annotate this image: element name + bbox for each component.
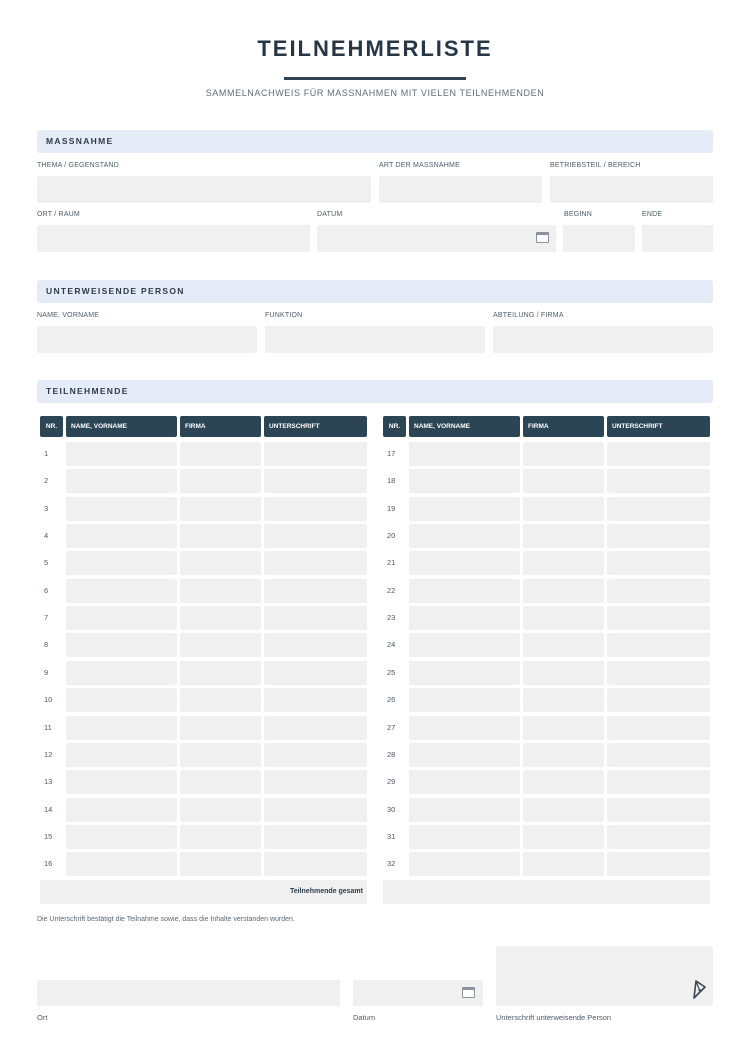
nr-cell: 18 (387, 476, 396, 485)
unterschrift-cell[interactable] (607, 551, 710, 575)
column-header-nr: NR. (383, 416, 406, 437)
total-field[interactable] (383, 880, 710, 904)
name-cell[interactable] (409, 825, 520, 849)
unterschrift-cell[interactable] (607, 469, 710, 493)
label-ort-raum: ORT / RAUM (37, 211, 80, 218)
firma-cell[interactable] (523, 633, 604, 657)
ende-field[interactable] (642, 225, 713, 252)
label-funktion: FUNKTION (265, 312, 303, 319)
name-cell[interactable] (66, 606, 177, 630)
section-title: UNTERWEISENDE PERSON (46, 286, 185, 296)
unterschrift-cell[interactable] (264, 770, 367, 794)
firma-cell[interactable] (180, 688, 261, 712)
section-header-teilnehmende (37, 380, 713, 403)
nr-cell: 10 (44, 695, 53, 704)
label-abteilung: ABTEILUNG / FIRMA (493, 312, 564, 319)
unterschrift-cell[interactable] (607, 633, 710, 657)
name-cell[interactable] (409, 798, 520, 822)
nr-cell: 23 (387, 613, 396, 622)
nr-cell: 2 (44, 476, 49, 485)
firma-cell[interactable] (180, 551, 261, 575)
firma-cell[interactable] (180, 770, 261, 794)
label-art: ART DER MASSNAHME (379, 162, 460, 169)
section-title: MASSNAHME (46, 136, 114, 146)
unterschrift-cell[interactable] (607, 825, 710, 849)
name-cell[interactable] (66, 852, 177, 876)
signature-note: Die Unterschrift bestätigt die Teilnahme sowie, dass die Inhalte verstanden wurden. (37, 916, 295, 923)
name-cell[interactable] (409, 606, 520, 630)
footer-label-unterschrift: Unterschrift unterweisende Person (496, 1013, 612, 1022)
firma-cell[interactable] (523, 551, 604, 575)
unterschrift-cell[interactable] (264, 524, 367, 548)
unterschrift-cell[interactable] (607, 524, 710, 548)
firma-cell[interactable] (523, 661, 604, 685)
nr-cell: 31 (387, 832, 396, 841)
label-beginn: BEGINN (564, 211, 593, 218)
column-header-firma: FIRMA (523, 416, 604, 437)
firma-cell[interactable] (523, 524, 604, 548)
beginn-field[interactable] (563, 225, 635, 252)
unterschrift-cell[interactable] (264, 606, 367, 630)
firma-cell[interactable] (180, 798, 261, 822)
nr-cell: 14 (44, 805, 53, 814)
name-cell[interactable] (66, 825, 177, 849)
ort-raum-field[interactable] (37, 225, 310, 252)
name-cell[interactable] (66, 524, 177, 548)
firma-cell[interactable] (523, 442, 604, 466)
nr-cell: 19 (387, 504, 396, 513)
nr-cell: 29 (387, 777, 396, 786)
unterschrift-cell[interactable] (607, 852, 710, 876)
label-thema: THEMA / GEGENSTAND (37, 162, 120, 169)
nr-cell: 30 (387, 805, 396, 814)
section-title: TEILNEHMENDE (46, 386, 129, 396)
name-cell[interactable] (409, 469, 520, 493)
name-cell[interactable] (409, 852, 520, 876)
column-header-firma: FIRMA (180, 416, 261, 437)
nr-cell: 26 (387, 695, 396, 704)
firma-cell[interactable] (180, 442, 261, 466)
firma-cell[interactable] (523, 825, 604, 849)
name-cell[interactable] (409, 688, 520, 712)
thema-field[interactable] (37, 176, 371, 203)
unterschrift-cell[interactable] (264, 661, 367, 685)
unterschrift-cell[interactable] (607, 716, 710, 740)
name-cell[interactable] (66, 497, 177, 521)
column-header-name: NAME, VORNAME (409, 416, 520, 437)
nr-cell: 21 (387, 558, 396, 567)
title-underline (284, 77, 466, 80)
footer-label-datum: Datum (353, 1013, 376, 1022)
label-ende: ENDE (642, 211, 663, 218)
firma-cell[interactable] (523, 579, 604, 603)
name-cell[interactable] (66, 743, 177, 767)
name-cell[interactable] (409, 633, 520, 657)
total-label: Teilnehmende gesamt (289, 888, 363, 895)
firma-cell[interactable] (523, 798, 604, 822)
firma-cell[interactable] (523, 743, 604, 767)
nr-cell: 5 (44, 558, 49, 567)
firma-cell[interactable] (523, 497, 604, 521)
funktion-field[interactable] (265, 326, 485, 353)
section-header-unterweisende (37, 280, 713, 303)
unterschrift-cell[interactable] (607, 743, 710, 767)
name-cell[interactable] (409, 524, 520, 548)
name-cell[interactable] (66, 469, 177, 493)
nr-cell: 17 (387, 449, 396, 458)
section-header-massnahme (37, 130, 713, 153)
name-cell[interactable] (66, 798, 177, 822)
nr-cell: 25 (387, 668, 396, 677)
firma-cell[interactable] (180, 852, 261, 876)
page-title: TEILNEHMERLISTE (257, 36, 493, 61)
datum-field[interactable] (317, 225, 556, 252)
nr-cell: 32 (387, 859, 396, 868)
nr-cell: 8 (44, 640, 49, 649)
unterschrift-cell[interactable] (607, 661, 710, 685)
unterschrift-cell[interactable] (607, 798, 710, 822)
name-cell[interactable] (409, 497, 520, 521)
unterschrift-cell[interactable] (607, 606, 710, 630)
column-header-unterschrift: UNTERSCHRIFT (607, 416, 710, 437)
unterschrift-cell[interactable] (264, 743, 367, 767)
footer-ort-field[interactable] (37, 980, 340, 1006)
column-header-name: NAME, VORNAME (66, 416, 177, 437)
firma-cell[interactable] (523, 770, 604, 794)
page-subtitle: SAMMELNACHWEIS FÜR MASSNAHMEN MIT VIELEN TEILNEHMENDEN (205, 88, 545, 98)
label-datum: DATUM (317, 211, 343, 218)
nr-cell: 9 (44, 668, 49, 677)
pen-nib-icon (691, 978, 707, 1000)
unterschrift-cell[interactable] (607, 770, 710, 794)
nr-cell: 15 (44, 832, 53, 841)
unterschrift-cell[interactable] (264, 551, 367, 575)
name-cell[interactable] (66, 633, 177, 657)
name-cell[interactable] (66, 770, 177, 794)
name-cell[interactable] (409, 551, 520, 575)
nr-cell: 20 (387, 531, 396, 540)
calendar-icon[interactable] (536, 232, 549, 243)
firma-cell[interactable] (180, 661, 261, 685)
art-field[interactable] (379, 176, 542, 203)
firma-cell[interactable] (180, 743, 261, 767)
calendar-icon[interactable] (462, 987, 475, 998)
name-cell[interactable] (66, 442, 177, 466)
firma-cell[interactable] (180, 524, 261, 548)
nr-cell: 13 (44, 777, 53, 786)
abteilung-field[interactable] (493, 326, 713, 353)
name-cell[interactable] (409, 661, 520, 685)
unterschrift-cell[interactable] (264, 825, 367, 849)
name-cell[interactable] (409, 770, 520, 794)
name-cell[interactable] (409, 579, 520, 603)
firma-cell[interactable] (180, 497, 261, 521)
nr-cell: 11 (44, 723, 52, 732)
firma-cell[interactable] (180, 606, 261, 630)
column-header-unterschrift: UNTERSCHRIFT (264, 416, 367, 437)
name-cell[interactable] (66, 579, 177, 603)
footer-label-ort: Ort (37, 1013, 48, 1022)
name-cell[interactable] (66, 661, 177, 685)
nr-cell: 27 (387, 723, 396, 732)
unterschrift-cell[interactable] (264, 852, 367, 876)
signature-field[interactable] (496, 946, 713, 1006)
name-cell[interactable] (409, 442, 520, 466)
unterschrift-cell[interactable] (264, 688, 367, 712)
label-name: NAME, VORNAME (37, 312, 100, 319)
nr-cell: 24 (387, 640, 396, 649)
label-betriebsteil: BETRIEBSTEIL / BEREICH (550, 162, 641, 169)
total-row[interactable] (40, 880, 367, 904)
nr-cell: 4 (44, 531, 49, 540)
nr-cell: 16 (44, 859, 53, 868)
name-cell[interactable] (409, 743, 520, 767)
name-cell[interactable] (66, 716, 177, 740)
betriebsteil-field[interactable] (550, 176, 713, 203)
nr-cell: 3 (44, 504, 49, 513)
unterschrift-cell[interactable] (264, 579, 367, 603)
unterschrift-cell[interactable] (607, 442, 710, 466)
nr-cell: 28 (387, 750, 396, 759)
unterweisende-name-field[interactable] (37, 326, 257, 353)
firma-cell[interactable] (180, 716, 261, 740)
column-header-nr: NR. (40, 416, 63, 437)
unterschrift-cell[interactable] (264, 716, 367, 740)
nr-cell: 7 (44, 613, 49, 622)
name-cell[interactable] (66, 551, 177, 575)
firma-cell[interactable] (523, 716, 604, 740)
nr-cell: 12 (44, 750, 53, 759)
unterschrift-cell[interactable] (264, 442, 367, 466)
name-cell[interactable] (409, 716, 520, 740)
name-cell[interactable] (66, 688, 177, 712)
firma-cell[interactable] (180, 825, 261, 849)
unterschrift-cell[interactable] (607, 497, 710, 521)
firma-cell[interactable] (523, 688, 604, 712)
firma-cell[interactable] (523, 852, 604, 876)
nr-cell: 1 (44, 449, 49, 458)
unterschrift-cell[interactable] (607, 688, 710, 712)
unterschrift-cell[interactable] (264, 497, 367, 521)
firma-cell[interactable] (180, 579, 261, 603)
unterschrift-cell[interactable] (264, 469, 367, 493)
nr-cell: 22 (387, 586, 396, 595)
firma-cell[interactable] (180, 469, 261, 493)
firma-cell[interactable] (523, 469, 604, 493)
footer-datum-field[interactable] (353, 980, 483, 1006)
unterschrift-cell[interactable] (607, 579, 710, 603)
firma-cell[interactable] (523, 606, 604, 630)
unterschrift-cell[interactable] (264, 633, 367, 657)
unterschrift-cell[interactable] (264, 798, 367, 822)
nr-cell: 6 (44, 586, 49, 595)
firma-cell[interactable] (180, 633, 261, 657)
